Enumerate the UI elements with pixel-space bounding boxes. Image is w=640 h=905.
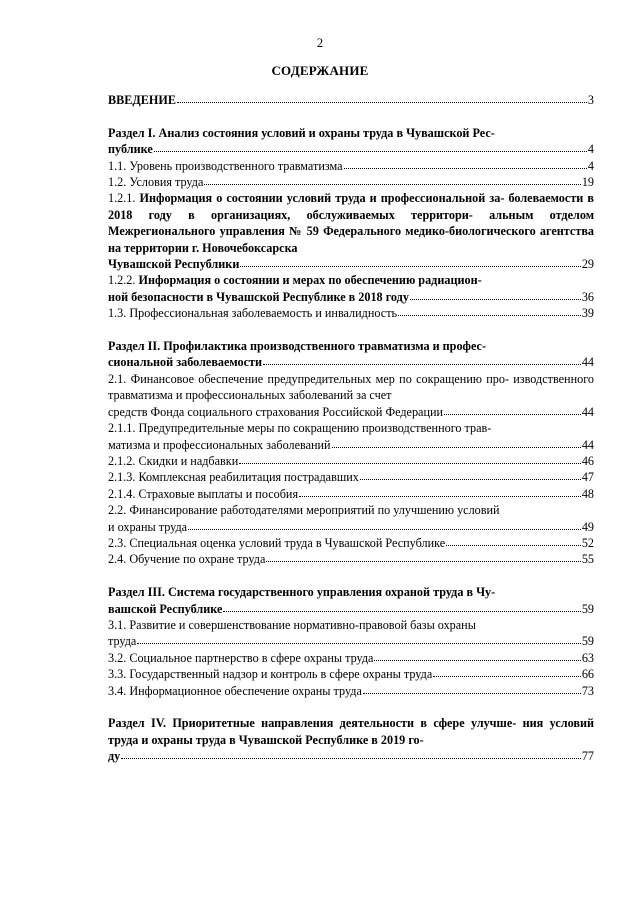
toc-entry-title-end: вашской Республике <box>108 601 223 616</box>
toc-entry-title: ВВЕДЕНИЕ <box>108 93 176 107</box>
toc-page-number: 29 <box>581 257 594 272</box>
toc-entry-2-4[interactable] <box>108 551 594 567</box>
toc-entry-2-1-4[interactable] <box>108 486 594 502</box>
dot-leader <box>188 528 581 530</box>
toc-entry-1-2-2[interactable] <box>108 272 594 305</box>
toc-entry-title: 1.2. Условия труда <box>108 175 204 190</box>
table-of-contents <box>108 92 594 765</box>
toc-entry-1-2[interactable] <box>108 174 594 190</box>
toc-entry-title-end: сиональной заболеваемости <box>108 355 263 370</box>
toc-entry-title: Раздел III. Система государственного управления охраной труда в Чу- <box>108 585 496 600</box>
toc-entry-title-end: публике <box>108 142 153 157</box>
toc-page-number: 77 <box>581 749 594 764</box>
toc-entry-title-end: ду <box>108 749 121 764</box>
toc-entry-3-1[interactable] <box>108 617 594 650</box>
toc-entry-1-1[interactable] <box>108 158 594 174</box>
toc-page-number: 39 <box>581 306 594 321</box>
toc-entry-title-end: ной безопасности в Чувашской Республике в 2018 году <box>108 289 409 304</box>
toc-entry-title: 3.2. Социальное партнерство в сфере охраны труда <box>108 650 374 665</box>
toc-entry-3-2[interactable] <box>108 650 594 666</box>
toc-entry-title: Информация о состоянии и мерах по обеспечению радиацион- <box>138 273 482 288</box>
toc-page-number: 66 <box>581 667 594 682</box>
dot-leader <box>446 544 581 546</box>
toc-page-number: 3 <box>587 93 594 107</box>
toc-entry-number: 1.2.1. <box>108 191 140 206</box>
toc-page-number: 59 <box>581 634 594 649</box>
toc-entry-title: 2.2. Финансирование работодателями мероприятий по улучшению условий <box>108 503 500 518</box>
dot-leader <box>239 462 581 464</box>
toc-entry-title: 2.4. Обучение по охране труда <box>108 552 266 567</box>
dot-leader <box>177 101 587 103</box>
dot-leader <box>332 446 581 448</box>
toc-entry-2-1-3[interactable] <box>108 469 594 485</box>
toc-entry-section-4[interactable] <box>108 715 594 764</box>
toc-entry-title: Раздел I. Анализ состояния условий и охраны труда в Чувашской Рес- <box>108 125 495 140</box>
toc-page-number: 55 <box>581 552 594 567</box>
dot-leader <box>374 659 580 661</box>
toc-page-number: 4 <box>587 142 594 157</box>
toc-entry-title: Раздел II. Профилактика производственного травматизма и профес- <box>108 339 487 354</box>
toc-entry-2-2[interactable] <box>108 502 594 535</box>
toc-entry-title: Раздел IV. Приоритетные направления деятельности в сфере улучше- ния условий труда и охраны труда в Чувашской Республике в 2019 го- <box>108 716 594 747</box>
toc-entry-number: 1.2.2. <box>108 273 139 288</box>
toc-entry-title: 2.1. Финансовое обеспечение предупредительных мер по сокращению про- изводственного травматизма и профессиональных заболеваний за счет <box>108 371 594 403</box>
toc-page-number: 46 <box>581 453 594 468</box>
toc-entry-title: 2.1.3. Комплексная реабилитация пострадавших <box>108 470 359 485</box>
toc-page-number: 44 <box>581 404 594 419</box>
toc-entry-2-1-1[interactable] <box>108 420 594 453</box>
toc-entry-section-3[interactable] <box>108 584 594 617</box>
dot-leader <box>154 150 587 152</box>
toc-page-number: 48 <box>581 486 594 501</box>
toc-page-number: 73 <box>581 683 594 698</box>
toc-entry-title: 2.1.4. Страховые выплаты и пособия <box>108 486 299 501</box>
toc-entry-section-1[interactable] <box>108 125 594 158</box>
toc-entry-2-1[interactable] <box>108 371 594 420</box>
dot-leader <box>444 413 581 415</box>
dot-leader <box>204 183 580 185</box>
dot-leader <box>360 478 581 480</box>
dot-leader <box>433 675 581 677</box>
toc-page-number: 36 <box>581 289 594 304</box>
toc-entry-title-end: и охраны труда <box>108 519 188 534</box>
toc-entry-title-end: матизма и профессиональных заболеваний <box>108 437 331 452</box>
toc-entry-3-3[interactable] <box>108 666 594 682</box>
toc-entry-title-end: средств Фонда социального страхования Российской Федерации <box>108 404 444 419</box>
dot-leader <box>263 363 581 365</box>
toc-entry-title: 3.3. Государственный надзор и контроль в сфере охраны труда <box>108 667 433 682</box>
toc-entry-title: 3.1. Развитие и совершенствование нормативно-правовой базы охраны <box>108 617 476 632</box>
dot-leader <box>137 642 580 644</box>
toc-entry-title-end: Чувашской Республики <box>108 257 240 272</box>
toc-entry-introduction[interactable] <box>108 92 594 108</box>
toc-entry-1-3[interactable] <box>108 305 594 321</box>
dot-leader <box>299 495 581 497</box>
toc-heading: СОДЕРЖАНИЕ <box>271 63 369 78</box>
toc-page-number: 44 <box>581 355 594 370</box>
toc-entry-3-4[interactable] <box>108 683 594 699</box>
toc-entry-2-1-2[interactable] <box>108 453 594 469</box>
toc-entry-2-3[interactable] <box>108 535 594 551</box>
toc-entry-title-end: труда <box>108 634 137 649</box>
toc-entry-title: 2.3. Специальная оценка условий труда в Чувашской Республике <box>108 535 446 550</box>
toc-entry-title: Информация о состоянии условий труда и профессиональной за- болеваемости в 2018 году в организациях, обслуживаемых территори- альным отделом Межрегионального управления № 59 Федерального медико-биологического агентства на территории г. Новочебоксарска <box>108 191 594 255</box>
dot-leader <box>266 560 580 562</box>
toc-entry-title: 2.1.2. Скидки и надбавки <box>108 453 239 468</box>
toc-page-number: 44 <box>581 437 594 452</box>
dot-leader <box>121 757 581 759</box>
page-number: 2 <box>316 36 324 50</box>
toc-page-number: 52 <box>581 535 594 550</box>
dot-leader <box>223 610 580 612</box>
dot-leader <box>410 298 581 300</box>
toc-page-number: 49 <box>581 519 594 534</box>
toc-entry-section-2[interactable] <box>108 338 594 371</box>
dot-leader <box>363 692 581 694</box>
toc-entry-title: 2.1.1. Предупредительные меры по сокращению производственного трав- <box>108 421 492 436</box>
dot-leader <box>344 167 587 169</box>
toc-page-number: 19 <box>581 175 594 190</box>
toc-entry-title: 1.3. Профессиональная заболеваемость и инвалидность <box>108 306 398 321</box>
toc-entry-title: 1.1. Уровень производственного травматизма <box>108 158 343 173</box>
dot-leader <box>398 314 581 316</box>
toc-page-number: 63 <box>581 650 594 665</box>
toc-page-number: 59 <box>581 601 594 616</box>
toc-entry-1-2-1[interactable] <box>108 190 594 272</box>
toc-entry-title: 3.4. Информационное обеспечение охраны труда <box>108 683 362 698</box>
toc-page-number: 47 <box>581 470 594 485</box>
toc-page-number: 4 <box>587 158 594 173</box>
dot-leader <box>240 265 580 267</box>
